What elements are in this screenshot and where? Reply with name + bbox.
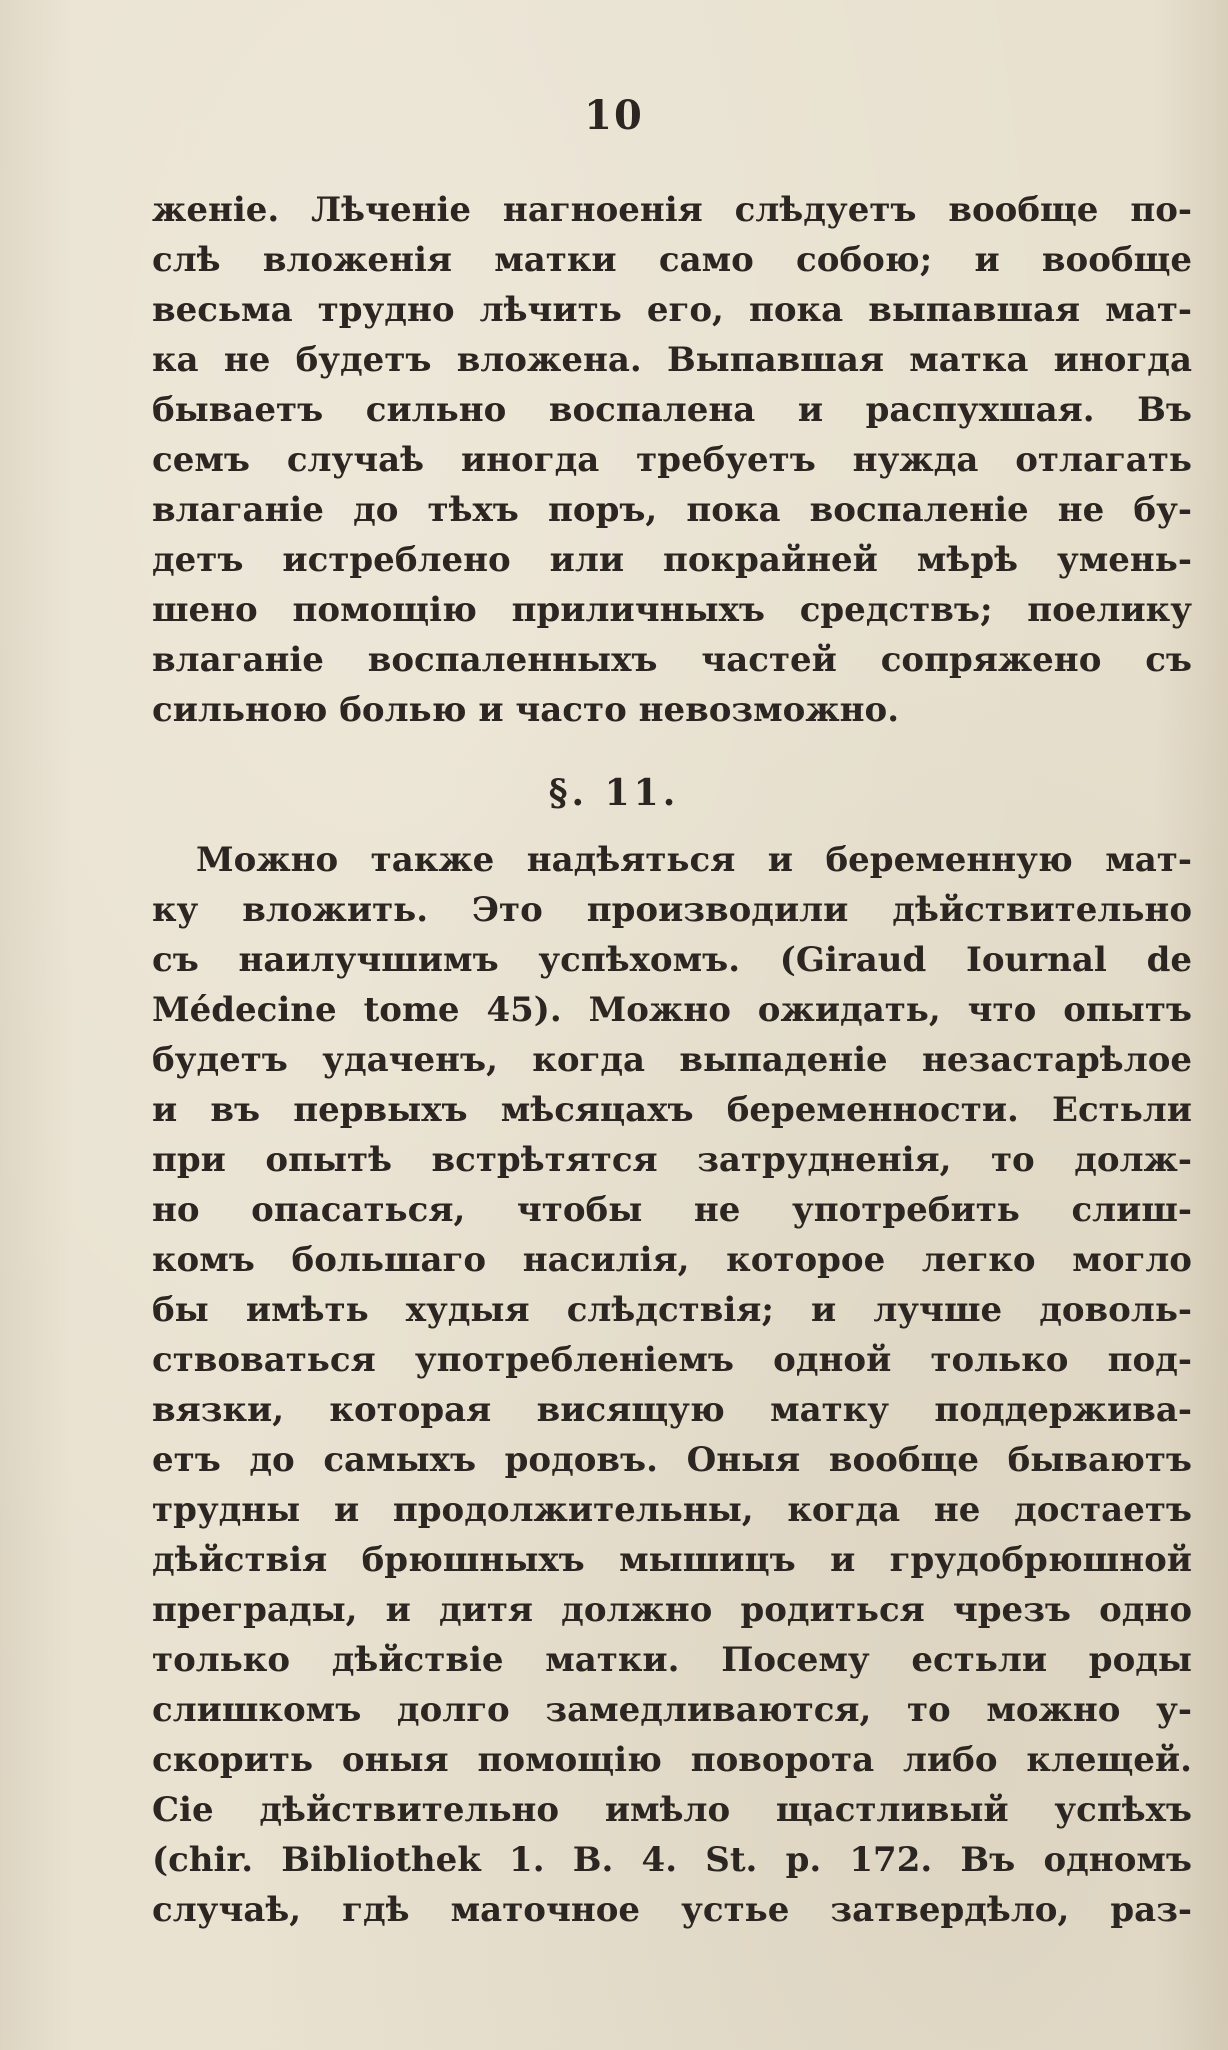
text-line: скорить оныя помощію поворота либо клещей.: [152, 1740, 1192, 1780]
text-line: семъ случаѣ иногда требуетъ нужда отлагать: [152, 440, 1192, 480]
text-line: сильною болью и часто невозможно.: [152, 690, 900, 730]
text-line: будетъ удаченъ, когда выпаденіе незастарѣлое: [152, 1040, 1192, 1080]
text-line: влаганіе воспаленныхъ частей сопряжено съ: [152, 640, 1192, 680]
text-line: ка не будетъ вложена. Выпавшая матка иногда: [152, 340, 1192, 380]
text-line: Можно также надѣяться и беременную мат-: [196, 840, 1192, 880]
text-line: етъ до самыхъ родовъ. Оныя вообще бываютъ: [152, 1440, 1192, 1480]
text-line: (chir. Bibliothek 1. B. 4. St. p. 172. Въ одномъ: [152, 1840, 1192, 1880]
text-line: детъ истреблено или покрайней мѣрѣ умень-: [152, 540, 1192, 580]
text-line: шено помощію приличныхъ средствъ; поелику: [152, 590, 1192, 630]
section-heading: §. 11.: [548, 772, 680, 814]
text-line: ку вложить. Это производили дѣйствительно: [152, 890, 1192, 930]
text-line: Сіе дѣйствительно имѣло щастливый успѣхъ: [152, 1790, 1192, 1830]
text-line: съ наилучшимъ успѣхомъ. (Giraud Iournal de: [152, 940, 1192, 980]
text-line: комъ большаго насилія, которое легко могло: [152, 1240, 1192, 1280]
text-line: только дѣйствіе матки. Посему естьли роды: [152, 1640, 1192, 1680]
text-line: при опытѣ встрѣтятся затрудненія, то долж-: [152, 1140, 1192, 1180]
text-line: Médecine tome 45). Можно ожидать, что опытъ: [152, 990, 1192, 1030]
text-line: вязки, которая висящую матку поддержива-: [152, 1390, 1192, 1430]
text-line: весьма трудно лѣчить его, пока выпавшая мат-: [152, 290, 1192, 330]
text-line: но опасаться, чтобы не употребить слиш-: [152, 1190, 1192, 1230]
text-line: слѣ вложенія матки само собою; и вообще: [152, 240, 1192, 280]
text-line: преграды, и дитя должно родиться чрезъ одно: [152, 1590, 1192, 1630]
text-line: дѣйствія брюшныхъ мышицъ и грудобрюшной: [152, 1540, 1192, 1580]
text-line: ствоваться употребленіемъ одной только под-: [152, 1340, 1192, 1380]
text-line: влаганіе до тѣхъ поръ, пока воспаленіе не бу-: [152, 490, 1192, 530]
text-line: бываетъ сильно воспалена и распухшая. Въ: [152, 390, 1192, 430]
page-number: 10: [584, 92, 644, 139]
text-line: трудны и продолжительны, когда не достаетъ: [152, 1490, 1192, 1530]
text-line: бы имѣть худыя слѣдствія; и лучше доволь-: [152, 1290, 1192, 1330]
text-line: женіе. Лѣченіе нагноенія слѣдуетъ вообще по-: [152, 190, 1192, 230]
text-line: слишкомъ долго замедливаются, то можно у-: [152, 1690, 1192, 1730]
text-line: и въ первыхъ мѣсяцахъ беременности. Естьли: [152, 1090, 1192, 1130]
text-line: случаѣ, гдѣ маточное устье затвердѣло, раз-: [152, 1890, 1192, 1930]
